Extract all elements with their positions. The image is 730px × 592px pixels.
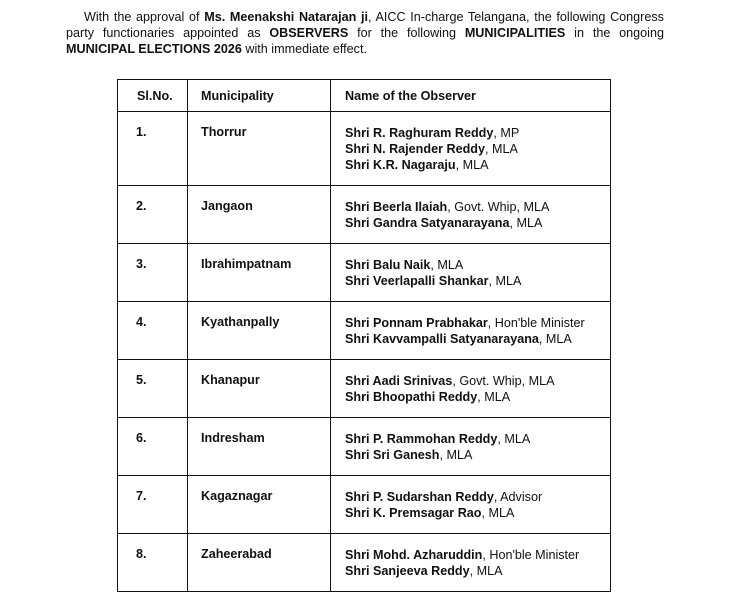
observers-table (117, 79, 611, 592)
observer-entry (345, 389, 610, 405)
observer-entry (345, 157, 610, 173)
cell-sl-no: 1. (118, 112, 188, 186)
cell-sl-no: 8. (118, 534, 188, 592)
observer-role: , MLA (477, 390, 511, 404)
observer-name: Shri Gandra Satyanarayana (345, 216, 510, 230)
cell-observers (331, 112, 611, 186)
header-municipality: Municipality (188, 80, 331, 112)
observer-entry (345, 315, 610, 331)
observer-role: , Govt. Whip, MLA (452, 374, 555, 388)
observer-name: Shri Kavvampalli Satyanarayana (345, 332, 539, 346)
cell-municipality: Ibrahimpatnam (188, 244, 331, 302)
observer-name: Shri Mohd. Azharuddin (345, 548, 483, 562)
observer-entry (345, 199, 610, 215)
observer-entry (345, 257, 610, 273)
table-row (118, 186, 611, 244)
cell-municipality: Zaheerabad (188, 534, 331, 592)
observer-entry (345, 447, 610, 463)
table-row (118, 112, 611, 186)
cell-municipality: Kyathanpally (188, 302, 331, 360)
observer-entry (345, 563, 610, 579)
observer-role: , MLA (430, 258, 464, 272)
observer-role: , Hon'ble Minister (487, 316, 585, 330)
observer-role: , MLA (509, 216, 543, 230)
table-row (118, 534, 611, 592)
observer-entry (345, 141, 610, 157)
cell-municipality: Indresham (188, 418, 331, 476)
cell-municipality: Thorrur (188, 112, 331, 186)
observer-entry (345, 505, 610, 521)
observer-entry (345, 125, 610, 141)
cell-observers (331, 476, 611, 534)
observer-role: , Advisor (493, 490, 543, 504)
intro-text: in the ongoing (565, 26, 664, 40)
observer-role: , MLA (455, 158, 489, 172)
observer-entry (345, 215, 610, 231)
observer-role: , MLA (497, 432, 531, 446)
observer-role: , MLA (481, 506, 515, 520)
table-row (118, 418, 611, 476)
table-body (118, 112, 611, 592)
intro-text: with immediate effect. (241, 42, 367, 56)
observer-role: , MLA (469, 564, 503, 578)
cell-observers (331, 534, 611, 592)
cell-sl-no: 7. (118, 476, 188, 534)
observer-name: Shri Bhoopathi Reddy (345, 390, 478, 404)
observer-name: Shri Sri Ganesh (345, 448, 440, 462)
observer-name: Shri Ponnam Prabhakar (345, 316, 488, 330)
table-row (118, 476, 611, 534)
observer-role: , Hon'ble Minister (482, 548, 580, 562)
intro-text: , AICC In-charge Telangana, the following Congress party functionaries appointed as (66, 10, 664, 40)
observer-name: Shri K.R. Nagaraju (345, 158, 456, 172)
observer-entry (345, 331, 610, 347)
observer-entry (345, 431, 610, 447)
observer-name: Shri P. Rammohan Reddy (345, 432, 498, 446)
cell-observers (331, 360, 611, 418)
observer-role: , Govt. Whip, MLA (447, 200, 550, 214)
intro-paragraph (66, 9, 664, 57)
observer-role: , MLA (484, 142, 518, 156)
header-sl-no: Sl.No. (118, 80, 188, 112)
observer-name: Shri Veerlapalli Shankar (345, 274, 489, 288)
cell-sl-no: 3. (118, 244, 188, 302)
observer-entry (345, 547, 610, 563)
observer-name: Shri Beerla Ilaiah (345, 200, 448, 214)
observer-name: Shri Balu Naik (345, 258, 431, 272)
cell-observers (331, 244, 611, 302)
observer-role: , MP (493, 126, 520, 140)
cell-observers (331, 418, 611, 476)
cell-observers (331, 302, 611, 360)
table-row (118, 244, 611, 302)
cell-municipality: Jangaon (188, 186, 331, 244)
observer-name: Shri Aadi Srinivas (345, 374, 453, 388)
intro-role: OBSERVERS (269, 26, 349, 40)
observer-role: , MLA (538, 332, 572, 346)
cell-municipality: Khanapur (188, 360, 331, 418)
table-row (118, 360, 611, 418)
intro-text: for the following (348, 26, 465, 40)
cell-sl-no: 2. (118, 186, 188, 244)
cell-sl-no: 4. (118, 302, 188, 360)
observer-name: Shri R. Raghuram Reddy (345, 126, 494, 140)
table-header-row (118, 80, 611, 112)
observer-name: Shri P. Sudarshan Reddy (345, 490, 494, 504)
intro-text: With the approval of (84, 10, 205, 24)
observer-role: , MLA (488, 274, 522, 288)
observer-entry (345, 489, 610, 505)
observer-entry (345, 373, 610, 389)
cell-observers (331, 186, 611, 244)
intro-approver: Ms. Meenakshi Natarajan ji (204, 10, 369, 24)
cell-sl-no: 5. (118, 360, 188, 418)
observer-name: Shri N. Rajender Reddy (345, 142, 485, 156)
intro-election: MUNICIPAL ELECTIONS 2026 (66, 42, 242, 56)
table-row (118, 302, 611, 360)
intro-target: MUNICIPALITIES (464, 26, 566, 40)
observer-name: Shri K. Premsagar Rao (345, 506, 482, 520)
header-observer: Name of the Observer (331, 80, 611, 112)
observer-role: , MLA (439, 448, 473, 462)
observer-name: Shri Sanjeeva Reddy (345, 564, 470, 578)
observer-entry (345, 273, 610, 289)
cell-municipality: Kagaznagar (188, 476, 331, 534)
cell-sl-no: 6. (118, 418, 188, 476)
